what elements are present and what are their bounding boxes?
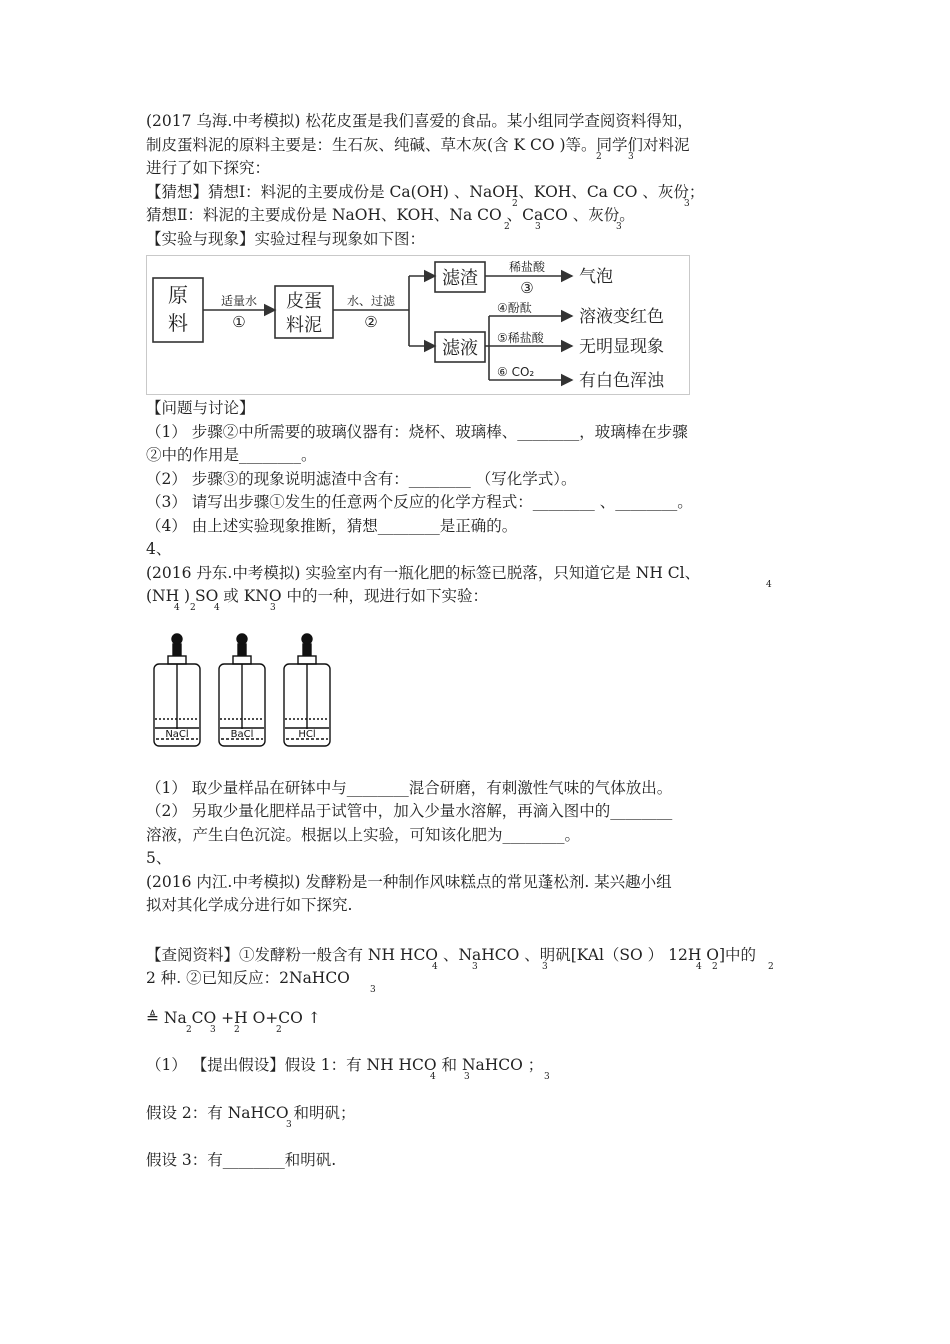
q4-intro-line-1: (2016 丹东.中考模拟) 实验室内有一瓶化肥的标签已脱落，只知道它是 NH Cl、 4 bbox=[146, 562, 816, 586]
bottle-label-bacl: BaCl bbox=[230, 728, 254, 740]
q3-discussion-heading: 【问题与讨论】 bbox=[146, 399, 255, 417]
bottle-label-nacl: NaCl bbox=[165, 728, 189, 740]
q3-intro-line-1: (2017 乌海.中考模拟) 松花皮蛋是我们喜爱的食品。某小组同学查阅资料得知， bbox=[146, 112, 693, 130]
q3-intro-line-2: 制皮蛋料泥的原料主要是：生石灰、纯碱、草木灰(含 K CO )等。同学们对料泥 2 3 bbox=[146, 134, 816, 158]
branch4-result: 溶液变红色 bbox=[579, 307, 664, 327]
q3-guess-line-2: 猜想Ⅱ：料泥的主要成份是 NaOH、KOH、Na CO 、CaCO 、灰份。 2 3 3 bbox=[146, 204, 816, 228]
branch5-result: 无明显现象 bbox=[579, 337, 664, 357]
subscript: 3 bbox=[270, 603, 276, 613]
mud-label-2: 料泥 bbox=[286, 315, 322, 336]
subscript: 3 bbox=[370, 985, 376, 995]
subscript: 3 bbox=[535, 222, 541, 232]
bottle-label-hcl: HCl bbox=[298, 728, 316, 740]
branch5-label: ⑤稀盐酸 bbox=[497, 331, 544, 345]
q5-hypothesis-1: （1） 【提出假设】假设 1：有 NH HCO 和 NaHCO ； 4 3 3 bbox=[146, 1054, 816, 1078]
subscript: 2 bbox=[712, 961, 718, 972]
subscript: 3 bbox=[286, 1119, 292, 1130]
step2-label: 水、过滤 bbox=[346, 294, 396, 308]
subscript: 2 bbox=[234, 1024, 240, 1035]
document-page bbox=[146, 110, 816, 1173]
subscript: 3 bbox=[684, 198, 690, 209]
raw-label-2: 料 bbox=[168, 311, 188, 335]
subscript: 2 bbox=[768, 961, 774, 972]
q4-part-1: （1） 取少量样品在研钵中与________混合研磨，有刺激性气味的气体放出。 bbox=[146, 778, 673, 797]
branch6-label: ⑥ CO₂ bbox=[497, 365, 535, 379]
q5-reference-line-1: 【查阅资料】①发酵粉一般含有 NH HCO 、NaHCO 、明矾[KAl（SO ） 12H O]中的 4 3 3 4 2 2 bbox=[146, 944, 816, 968]
q5-reaction: ≜ Na CO +H O+CO ↑ 2 3 2 2 bbox=[146, 1007, 816, 1031]
subscript: 3 bbox=[542, 961, 548, 972]
subscript: 2 bbox=[504, 222, 510, 232]
subscript: 2 bbox=[596, 151, 602, 162]
q4-part-2a: （2） 另取少量化肥样品于试管中，加入少量水溶解，再滴入图中的________ bbox=[146, 802, 673, 820]
subscript: 4 bbox=[432, 961, 438, 972]
raw-label-1: 原 bbox=[168, 283, 188, 307]
q3-discussion-4: （4） 由上述实验现象推断，猜想________是正确的。 bbox=[146, 516, 518, 535]
q4-part-2b: 溶液，产生白色沉淀。根据以上实验，可知该化肥为________。 bbox=[146, 825, 581, 844]
subscript: 2 bbox=[186, 1024, 192, 1035]
dropper-bottles-figure bbox=[146, 631, 338, 749]
q3-discussion-1a: （1） 步骤②中所需要的玻璃仪器有：烧杯、玻璃棒、________，玻璃棒在步骤 bbox=[146, 422, 688, 441]
subscript: 2 bbox=[512, 198, 518, 209]
q5-hypothesis-3: 假设 3：有________和明矾. bbox=[146, 1151, 337, 1169]
q5-intro-line-1: (2016 内江.中考模拟) 发酵粉是一种制作风味糕点的常见蓬松剂. 某兴趣小组 bbox=[146, 872, 672, 891]
q4-intro-line-2: (NH ) SO 或 KNO 中的一种，现进行如下实验： 4 2 4 3 bbox=[146, 585, 816, 609]
step3-label: 稀盐酸 bbox=[508, 260, 546, 274]
subscript: 4 bbox=[174, 603, 180, 613]
mud-label-1: 皮蛋 bbox=[286, 291, 322, 312]
q5-intro-line-2: 拟对其化学成分进行如下探究. bbox=[146, 896, 353, 914]
q3-guess-line-1: 【猜想】猜想Ⅰ：料泥的主要成份是 Ca(OH) 、NaOH、KOH、Ca CO 、灰份； 2 3 bbox=[146, 181, 816, 205]
subscript: 3 bbox=[616, 222, 622, 232]
subscript: 4 bbox=[766, 579, 772, 590]
subscript: 4 bbox=[430, 1072, 436, 1082]
subscript: 3 bbox=[544, 1072, 550, 1082]
step3-num: ③ bbox=[520, 279, 534, 297]
subscript: 3 bbox=[464, 1072, 470, 1082]
subscript: 2 bbox=[190, 603, 196, 613]
subscript: 3 bbox=[628, 151, 634, 162]
q5-reference-line-2: 2 种. ②已知反应：2NaHCO 3 bbox=[146, 967, 816, 991]
subscript: 4 bbox=[214, 603, 220, 613]
subscript: 3 bbox=[472, 961, 478, 972]
step1-label: 适量水 bbox=[220, 294, 258, 308]
residue-result: 气泡 bbox=[579, 267, 613, 287]
q3-discussion-1b: ②中的作用是________。 bbox=[146, 446, 317, 464]
subscript: 4 bbox=[696, 961, 702, 972]
q5-number: 5、 bbox=[146, 849, 172, 867]
step1-num: ① bbox=[232, 313, 246, 331]
q3-experiment-heading: 【实验与现象】实验过程与现象如下图： bbox=[146, 229, 426, 248]
q4-number: 4、 bbox=[146, 540, 172, 558]
experiment-flow-diagram bbox=[146, 255, 690, 395]
branch6-result: 有白色浑浊 bbox=[579, 371, 664, 391]
step2-num: ② bbox=[364, 313, 378, 331]
subscript: 3 bbox=[210, 1024, 216, 1035]
filtrate-label: 滤液 bbox=[442, 338, 478, 359]
q3-intro-line-3: 进行了如下探究： bbox=[146, 159, 271, 177]
q3-discussion-2: （2） 步骤③的现象说明滤渣中含有：________ （写化学式）。 bbox=[146, 469, 577, 488]
subscript: 2 bbox=[276, 1024, 282, 1035]
q5-hypothesis-2: 假设 2：有 NaHCO 和明矾； 3 bbox=[146, 1102, 816, 1126]
residue-label: 滤渣 bbox=[442, 268, 478, 289]
branch4-label: ④酚酞 bbox=[497, 301, 532, 315]
q3-discussion-3: （3） 请写出步骤①发生的任意两个反应的化学方程式：________ 、________。 bbox=[146, 493, 693, 511]
